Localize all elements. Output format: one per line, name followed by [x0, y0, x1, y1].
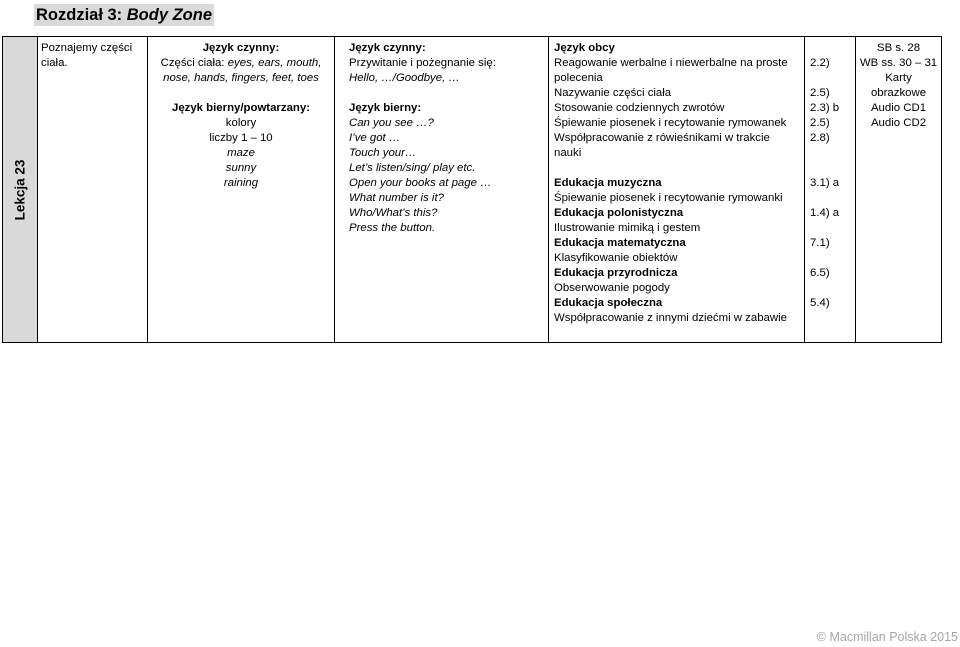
vocab-active-words-b: nose, hands, fingers, feet, toes — [163, 72, 319, 84]
curriculum-ref: 7.1) — [810, 237, 830, 249]
vocab-active-line-1 — [151, 56, 331, 71]
math-item: Klasyfikowanie obiektów — [554, 252, 678, 264]
vocab-passive-heading: Język bierny/powtarzany: — [171, 102, 310, 114]
goal-line-1: Poznajemy części — [41, 42, 133, 54]
vocab-active-words-a: eyes, ears, mouth, — [227, 57, 322, 69]
material-item: Audio CD2 — [870, 117, 927, 129]
vocab-active-heading: Język czynny: — [202, 42, 280, 54]
vocab-passive-item: liczby 1 – 10 — [209, 132, 273, 144]
skill-item: Nazywanie części ciała — [554, 87, 672, 99]
lesson-cell — [3, 37, 38, 343]
polish-heading: Edukacja polonistyczna — [554, 207, 684, 219]
curriculum-ref: 2.5) — [810, 117, 830, 129]
goal-cell — [38, 37, 148, 343]
nature-item: Obserwowanie pogody — [554, 282, 670, 294]
curriculum-ref: 2.3) b — [810, 102, 840, 114]
foreign-language-heading: Język obcy — [554, 42, 615, 54]
chapter-title — [34, 4, 214, 26]
skill-item: Reagowanie werbalne i niewerbalne na proste — [554, 57, 788, 69]
skills-cell — [549, 37, 805, 343]
structures-active-heading: Język czynny: — [349, 42, 426, 54]
material-item: WB ss. 30 – 31 — [859, 57, 938, 69]
greeting-label: Przywitanie i pożegnanie się: — [349, 57, 496, 69]
structure-item: Let’s listen/sing/ play etc. — [349, 162, 476, 174]
structure-item: I’ve got … — [349, 132, 401, 144]
skill-item: polecenia — [554, 72, 603, 84]
vocab-passive-item: kolory — [225, 117, 257, 129]
table-row — [3, 37, 942, 343]
music-heading: Edukacja muzyczna — [554, 177, 662, 189]
skill-item: nauki — [554, 147, 582, 159]
vocabulary-cell — [148, 37, 335, 343]
structure-item: Open your books at page … — [349, 177, 492, 189]
vocab-active-intro: Części ciała: — [160, 57, 228, 69]
material-item: obrazkowe — [870, 87, 927, 99]
lesson-plan-table — [2, 36, 942, 343]
social-item: Współpracowanie z innymi dziećmi w zabawie — [554, 312, 787, 324]
material-item: SB s. 28 — [876, 42, 921, 54]
structure-item: Can you see …? — [349, 117, 434, 129]
skill-item: Śpiewanie piosenek i recytowanie rymowanek — [554, 117, 787, 129]
polish-item: Ilustrowanie mimiką i gestem — [554, 222, 701, 234]
lesson-label: Lekcja 23 — [12, 159, 28, 220]
material-item: Audio CD1 — [870, 102, 927, 114]
structures-passive-heading: Język bierny: — [349, 102, 422, 114]
curriculum-ref: 2.8) — [810, 132, 830, 144]
goal-line-2: ciała. — [41, 57, 68, 69]
math-heading: Edukacja matematyczna — [554, 237, 686, 249]
curriculum-ref: 2.5) — [810, 87, 830, 99]
nature-heading: Edukacja przyrodnicza — [554, 267, 678, 279]
curriculum-ref: 3.1) a — [810, 177, 840, 189]
skill-item: Współpracowanie z rówieśnikami w trakcie — [554, 132, 770, 144]
greeting-phrase: Hello, …/Goodbye, … — [349, 72, 460, 84]
social-heading: Edukacja społeczna — [554, 297, 663, 309]
music-item: Śpiewanie piosenek i recytowanie rymowanki — [554, 192, 783, 204]
curriculum-ref: 1.4) a — [810, 207, 840, 219]
structure-item: Who/What’s this? — [349, 207, 438, 219]
vocab-passive-item: raining — [223, 177, 259, 189]
structure-item: Press the button. — [349, 222, 436, 234]
materials-cell — [856, 37, 942, 343]
curriculum-ref: 2.2) — [810, 57, 830, 69]
material-item: Karty — [885, 72, 912, 84]
structure-item: What number is it? — [349, 192, 444, 204]
curriculum-ref: 5.4) — [810, 297, 830, 309]
copyright-footer: © Macmillan Polska 2015 — [816, 630, 958, 644]
vocab-passive-item: maze — [227, 147, 255, 159]
skill-item: Stosowanie codziennych zwrotów — [554, 102, 725, 114]
structure-item: Touch your… — [349, 147, 417, 159]
chapter-prefix: Rozdział 3: — [36, 6, 127, 24]
curriculum-cell — [805, 37, 856, 343]
chapter-name: Body Zone — [126, 6, 213, 24]
vocab-passive-item: sunny — [225, 162, 257, 174]
curriculum-ref: 6.5) — [810, 267, 830, 279]
structures-cell — [335, 37, 549, 343]
